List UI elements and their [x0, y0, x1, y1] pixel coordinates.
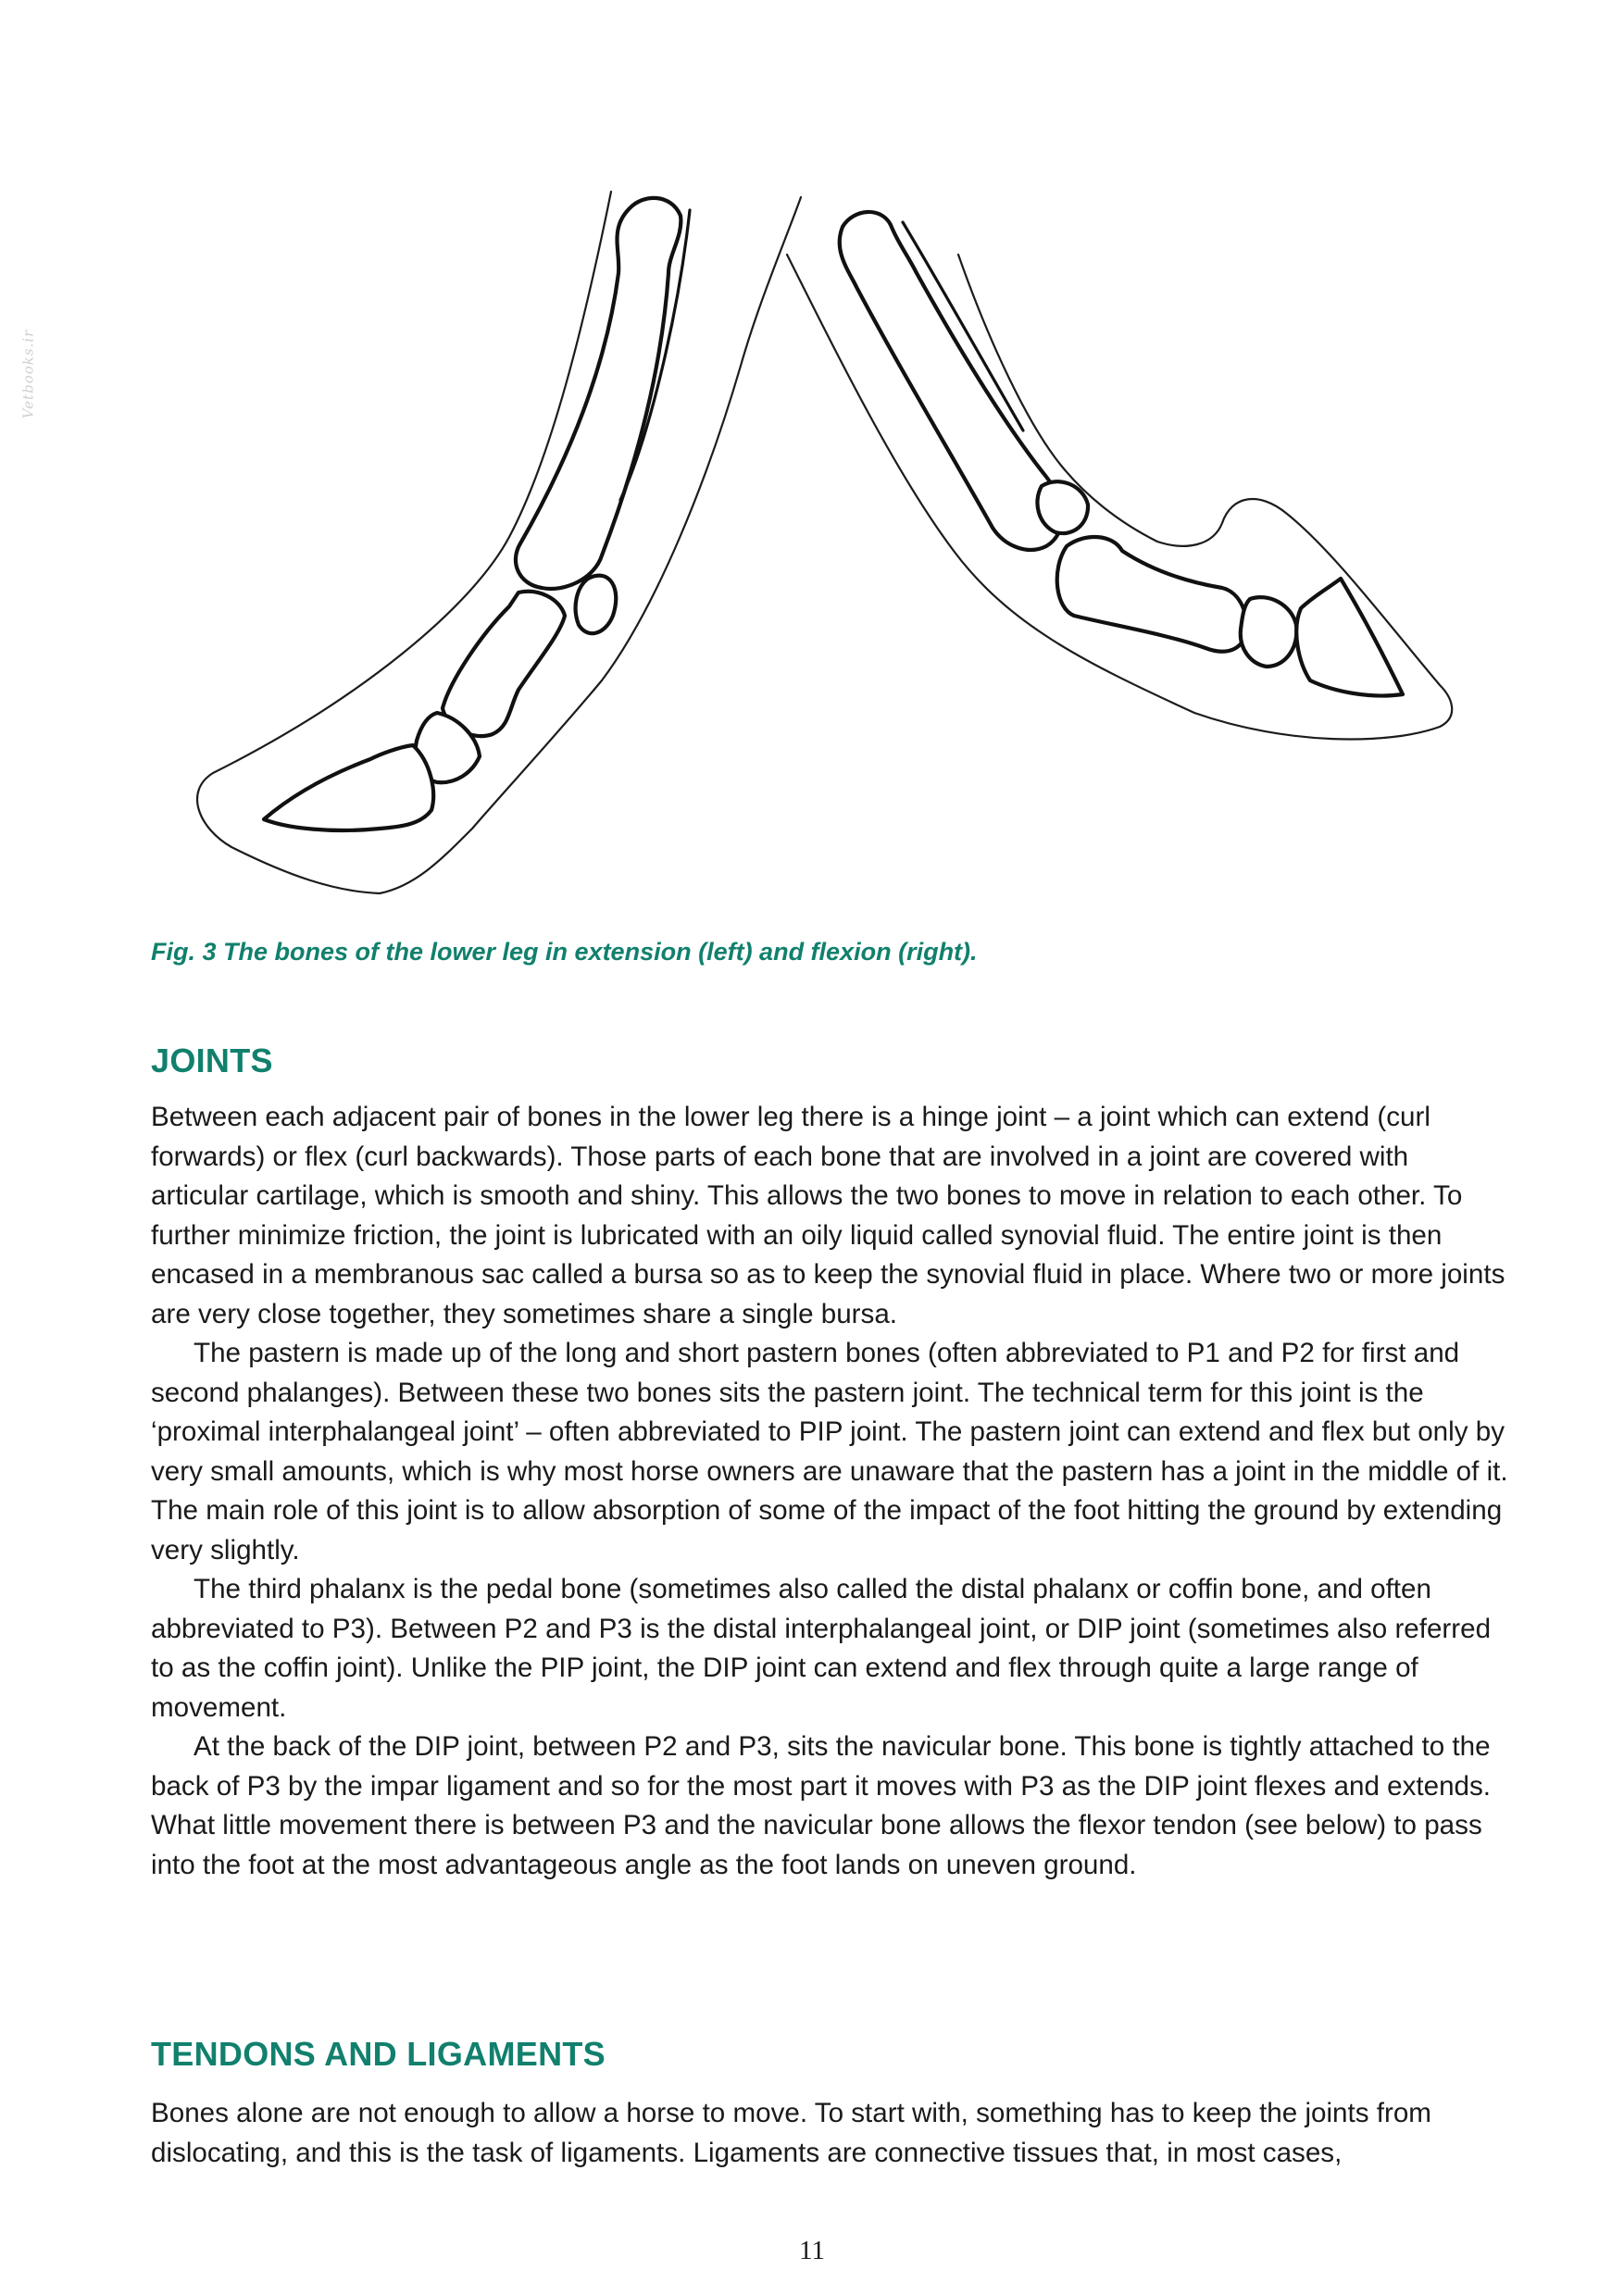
- pedal-bone-left: [264, 745, 433, 830]
- section-heading-tendons-ligaments: TENDONS AND LIGAMENTS: [151, 2035, 606, 2073]
- sesamoid-bone-right: [1037, 481, 1088, 533]
- watermark: Vetbooks.ir: [19, 329, 37, 419]
- joints-paragraph-4: At the back of the DIP joint, between P2 and P3, sits the navicular bone. This bone is tightly attached to the back of P3 by the impar ligament and so for the most part it moves with P3 as the DIP joint flexes and extends. What little movement there is between P3 and the navicular bone allows the flexor tendon (see below) to pass into the foot at the most advantageous angle as the foot lands on uneven ground.: [151, 1731, 1492, 1880]
- short-pastern-bone-right: [1241, 597, 1297, 667]
- long-pastern-bone-left: [443, 592, 565, 736]
- tendons-paragraph-1: Bones alone are not enough to allow a horse to move. To start with, something has to keep the joints from dislocating, and this is the task of ligaments. Ligaments are connective tissues that, in most cases,: [151, 2098, 1431, 2168]
- joints-paragraph-2: The pastern is made up of the long and short pastern bones (often abbreviated to P1 and P2 for first and second phalanges). Between these two bones sits the pastern joint. The technical term for this joint is the ‘proximal interphalangeal joint’ – often abbreviated to PIP joint. The pastern joint can extend and flex but only by very small amounts, which is why most horse owners are unaware that the pastern has a joint in the middle of it. The main role of this joint is to allow absorption of some of the impact of the foot hitting the ground by extending very slightly.: [151, 1338, 1508, 1565]
- leg-flexion-drawing: [787, 212, 1452, 740]
- sesamoid-bone-left: [576, 576, 617, 633]
- joints-body: [151, 1098, 1512, 1885]
- figure-lower-leg-bones: [194, 181, 1463, 903]
- leg-extension-outline: [197, 192, 801, 893]
- figure-caption: Fig. 3 The bones of the lower leg in extension (left) and flexion (right).: [151, 938, 978, 966]
- joints-paragraph-3: The third phalanx is the pedal bone (sometimes also called the distal phalanx or coffin bone, and often abbreviated to P3). Between P2 and P3 is the distal interphalangeal joint, or DIP joint (sometimes also referred to as the coffin joint). Unlike the PIP joint, the DIP joint can extend and flex through quite a large range of movement.: [151, 1574, 1492, 1723]
- pedal-bone-right: [1296, 579, 1403, 696]
- lower-leg-illustration: [194, 181, 1463, 903]
- leg-extension-drawing: [197, 192, 801, 893]
- cannon-bone-right: [840, 212, 1062, 550]
- tendons-body: [151, 2094, 1512, 2173]
- page-number: 11: [799, 2236, 825, 2265]
- section-heading-joints: JOINTS: [151, 1041, 273, 1079]
- joints-paragraph-1: Between each adjacent pair of bones in the lower leg there is a hinge joint – a joint which can extend (curl forwards) or flex (curl backwards). Those parts of each bone that are involved in a joint are covered with articular cartilage, which is smooth and shiny. This allows the two bones to move in relation to each other. To further minimize friction, the joint is lubricated with an oily liquid called synovial fluid. The entire joint is then encased in a membranous sac called a bursa so as to keep the synovial fluid in place. Where two or more joints are very close together, they sometimes share a single bursa.: [151, 1102, 1505, 1329]
- long-pastern-bone-right: [1057, 537, 1247, 652]
